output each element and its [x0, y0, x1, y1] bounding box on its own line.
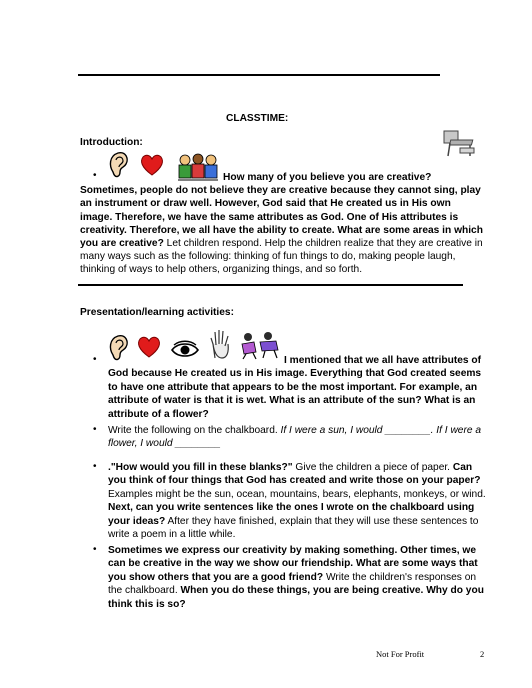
item-4-bold1: Sometimes we express our creativity by making something. Other times, we can be creative in the way we show our friendship. What are some ways that you show others that you are a good friend? [108, 545, 478, 583]
presentation-bullet-1: • [93, 354, 97, 365]
presentation-item-3 [108, 461, 490, 541]
presentation-item-1-text: I mentioned that we all have attributes of God because He created us in His image. Everything that God created seems to have one attribute that appears to be the most important. For example, an attribute of water is that it is wet. What is an attribute of the sun? What is an attribute of a flower? [108, 355, 482, 420]
school-desk-icon [440, 128, 480, 158]
item-3-bold2: Next, can you write sentences like the ones I wrote on the chalkboard using your ideas? [108, 502, 475, 527]
page-number: 2 [480, 649, 485, 659]
item-3-plain1: Give the children a piece of paper. [295, 462, 451, 473]
item-3-lead: ."How would you fill in these blanks?" [108, 462, 293, 473]
item-3-bold1: Can you think of four things that God has created and write those on your paper? [108, 462, 481, 487]
item-4-plain1: Write the children's responses on the chalkboard. [108, 571, 477, 597]
presentation-item-2 [108, 424, 490, 451]
intro-bullet: • [93, 170, 97, 181]
intro-response: Let children respond. Help the children realize that they are creative in many ways such as the following: thinking of fun things to do, making people laugh, thinking of ways to help others, organizing things, and so forth. [80, 238, 483, 276]
presentation-heading: Presentation/learning activities: [80, 307, 234, 318]
item-2-plain: Write the following on the chalkboard. [108, 425, 278, 436]
intro-question: How many of you believe you are creative? Sometimes, people do not believe they are creative because they cannot sing, play an instrument or draw well. However, God said that He created us in His own image. Therefore, we have the same attributes as God. One of His attributes is creativity. Therefore, we all have the ability to create. What are some areas in which you are creative? [80, 172, 483, 250]
presentation-item-1 [108, 354, 490, 421]
item-4-bold2: When you do these things, you are being creative. Why do you think this is so? [108, 585, 484, 610]
presentation-bullet-2: • [93, 424, 97, 435]
presentation-bullet-3: • [93, 461, 97, 472]
presentation-item-4 [108, 544, 490, 611]
item-3-plain3: After they have finished, explain that they will use these sentences to write a poem in a little while. [108, 515, 479, 541]
item-2-italic: If I were a sun, I would ________. If I were a flower, I would ________ [108, 425, 482, 450]
middle-rule [78, 284, 463, 286]
top-rule [78, 74, 440, 76]
presentation-bullet-4: • [93, 544, 97, 555]
introduction-heading: Introduction: [80, 137, 143, 148]
intro-paragraph [80, 171, 485, 277]
footer-text: Not For Profit [376, 649, 425, 659]
classtime-heading: CLASSTIME: [226, 113, 289, 124]
item-3-plain2: Examples might be the sun, ocean, mountains, bears, elephants, monkeys, or wind. [108, 488, 486, 500]
